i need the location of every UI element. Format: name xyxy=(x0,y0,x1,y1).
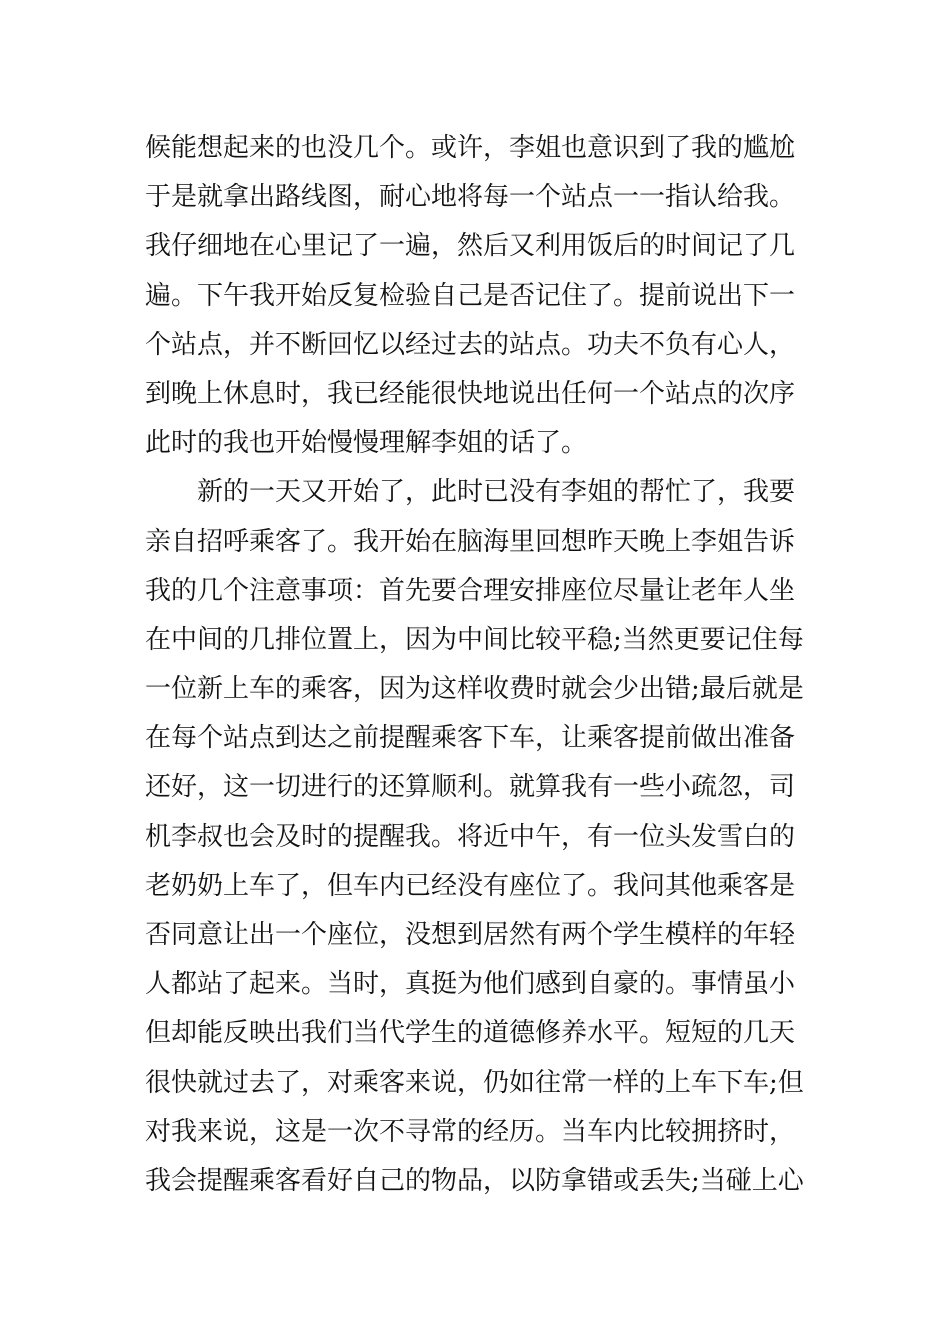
text-line: 对我来说，这是一次不寻常的经历。当车内比较拥挤时， xyxy=(145,1116,796,1147)
text-line: 我仔细地在心里记了一遍，然后又利用饭后的时间记了几 xyxy=(145,231,796,262)
text-line: 在中间的几排位置上，因为中间比较平稳;当然更要记住每 xyxy=(145,624,804,655)
text-line: 个站点，并不断回忆以经过去的站点。功夫不负有心人， xyxy=(145,329,796,360)
text-line: 人都站了起来。当时，真挺为他们感到自豪的。事情虽小 xyxy=(145,969,796,1000)
text-line: 候能想起来的也没几个。或许，李姐也意识到了我的尴尬 xyxy=(145,133,796,163)
text-line: 在每个站点到达之前提醒乘客下车，让乘客提前做出准备 xyxy=(145,723,796,754)
text-line: 但却能反映出我们当代学生的道德修养水平。短短的几天 xyxy=(145,1018,796,1049)
paragraph-first-line: 新的一天又开始了，此时已没有李姐的帮忙了，我要 xyxy=(197,477,796,508)
text-line: 机李叔也会及时的提醒我。将近中午，有一位头发雪白的 xyxy=(145,821,796,852)
text-line: 于是就拿出路线图，耐心地将每一个站点一一指认给我。 xyxy=(145,182,796,213)
text-line: 我的几个注意事项：首先要合理安排座位尽量让老年人坐 xyxy=(145,575,796,606)
text-line: 到晚上休息时，我已经能很快地说出任何一个站点的次序 xyxy=(145,378,796,409)
text-line: 否同意让出一个座位，没想到居然有两个学生模样的年轻 xyxy=(145,920,796,950)
text-line: 老奶奶上车了，但车内已经没有座位了。我问其他乘客是 xyxy=(145,870,796,901)
text-line: 此时的我也开始慢慢理解李姐的话了。 xyxy=(145,428,588,459)
text-line: 我会提醒乘客看好自己的物品，以防拿错或丢失;当碰上心 xyxy=(145,1165,804,1196)
text-line: 还好，这一切进行的还算顺利。就算我有一些小疏忽，司 xyxy=(145,772,796,803)
text-line: 遍。下午我开始反复检验自己是否记住了。提前说出下一 xyxy=(145,280,796,311)
text-line: 亲自招呼乘客了。我开始在脑海里回想昨天晚上李姐告诉 xyxy=(145,526,796,557)
text-line: 很快就过去了，对乘客来说，仍如往常一样的上车下车;但 xyxy=(145,1067,804,1098)
text-line: 一位新上车的乘客，因为这样收费时就会少出错;最后就是 xyxy=(145,674,804,705)
body-text xyxy=(145,124,810,1206)
